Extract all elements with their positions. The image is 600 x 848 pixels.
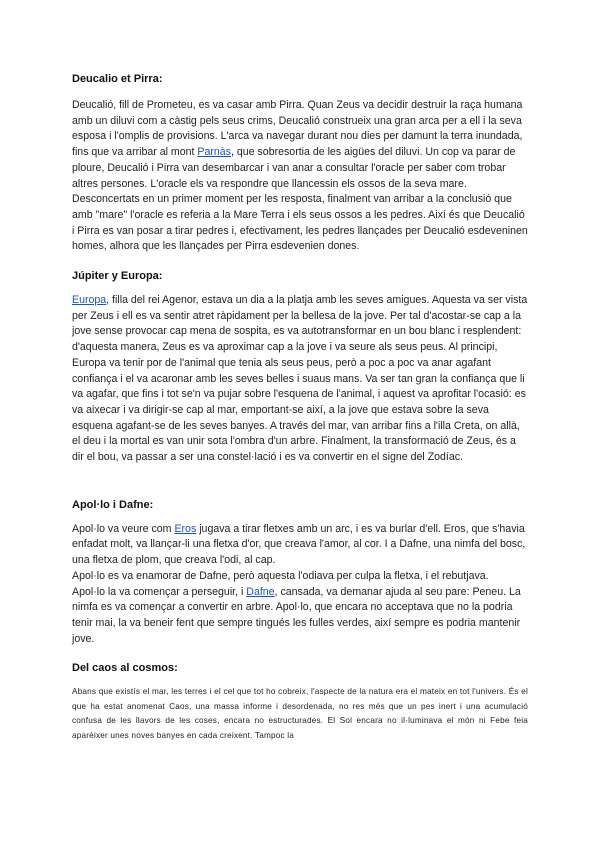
text: , que sobresortia de les aigües del diluvi. Un cop va parar de ploure, Deucalió i Pirra van desembarcar i van anar a consultar l'oracle per saber com trobar altres persones. L'oracle els va respondre que llancessin els ossos de la seva mare. (72, 146, 516, 190)
section-caos-cosmos (72, 685, 528, 743)
heading-jupiter-europa: Júpiter y Europa: (72, 270, 163, 283)
link-parnas[interactable]: Parnàs (197, 146, 231, 159)
text: Deucalió, fill de Prometeu, es va casar amb Pirra. Quan Zeus va decidir destruir la raça humana amb un diluvi com a càstig pels seus crims, Deucalió construeix una gran arca per a ell i la seva esposa i l'omplis de provisions. L'arca va navegar durant nou dies per damunt la terra inundada, fins que va arribar al mont (72, 99, 523, 159)
section-deucalio-pirra (72, 98, 528, 255)
heading-apollo-dafne: Apol·lo i Dafne: (72, 498, 154, 511)
section-jupiter-europa (72, 293, 528, 466)
paragraph (72, 522, 528, 569)
paragraph (72, 293, 528, 466)
paragraph: Desconcertats en un primer moment per les resposta, finalment van arribar a la conclusió que amb "mare" l'oracle es referia a la Mare Terra i els seus ossos a les pedres. Així és que Deucalió i Pirra es van posar a tirar pedres i, efectivament, les pedres llançades per Deucalió esdeveninen homes, alhora que les llançades per Pirra esdevenien dones. (72, 193, 528, 253)
text: Apol·lo va veure com (72, 522, 175, 535)
section-apollo-dafne (72, 522, 528, 648)
text: jugava a tirar fletxes amb un arc, i es va burlar d'ell. Eros, que s'havia enfadat molt, va llançar-li una fletxa d'or, que creava l'amor, al cor. I a Dafne, una nimfa del bosc, una fletxa de plom, que creava l'odi, al cap. (72, 522, 526, 567)
document-page (72, 72, 528, 743)
link-eros[interactable]: Eros (174, 522, 197, 535)
paragraph: Abans que existís el mar, les terres i el cel que tot ho cobreix, l'aspecte de la natura era el mateix en tot l'univers. És el que ha estat anomenat Caos, una massa informe i desordenada, no res més que un pes inert i una acumulació confusa de les llavors de les coses, encara no estructurades. El Sol encara no il·luminava el món ni Febe feia aparèixer unes noves banyes en cada creixent. Tampoc la (72, 687, 528, 740)
paragraph: Apol·lo es va enamorar de Dafne, però aquesta l'odiava per culpa la fletxa, i el rebutjava. (72, 569, 489, 582)
heading-deucalio-pirra: Deucalio et Pirra: (72, 73, 163, 85)
text: , filla del rei Agenor, estava un dia a la platja amb les seves amigues. Aquesta va ser vista per Zeus i ell es va sentir atret ràpidament per la bellesa de la jove. Per tal d'acostar-se cap a la jove sense provocar cap mena de sospita, es va autotransformar en un bou blanc i resplendent: d'aquesta manera, Zeus es va aproximar cap a la jove i va seure als seus peus. Al principi, Europa va tenir por de l'animal que tenia als seus peus, però a poc a poc va anar agafant confiança i el va acaronar amb les seves belles i suaus mans. Va ser tan gran la confiança que li va agafar, que fins i tot se'n va pujar sobre l'esquena de l'animal, i aquest va aprofitar l'ocasió: es va aixecar i va dirigir-se cap al mar, emportant-se així, a la jove que estava sobre la seva esquena agafant-se de les seves banyes. A través del mar, van arribar fins a l'illa Creta, on allà, el deu i la mortal es van unir sota l'ombra d'un arbre. Finalment, la transformació de Zeus, és a dir el bou, va passar a ser una constel·lació i es va convertir en el signe del Zodíac. (72, 294, 528, 464)
link-dafne[interactable]: Dafne (246, 585, 275, 598)
heading-caos-cosmos: Del caos al cosmos: (72, 662, 178, 675)
paragraph (72, 98, 528, 192)
link-europa[interactable]: Europa (72, 294, 107, 307)
paragraph (72, 585, 528, 648)
text: , cansada, va demanar ajuda al seu pare: Peneu. La nimfa es va començar a convertir en arbre. Apol·lo, que encara no acceptava que no la podria tenir mai, la va beneir fent que sempre tingués les fulles verdes, així sempre es podria mantenir jove. (72, 585, 521, 645)
text: Apol·lo la va començar a perseguir, i (72, 585, 247, 598)
